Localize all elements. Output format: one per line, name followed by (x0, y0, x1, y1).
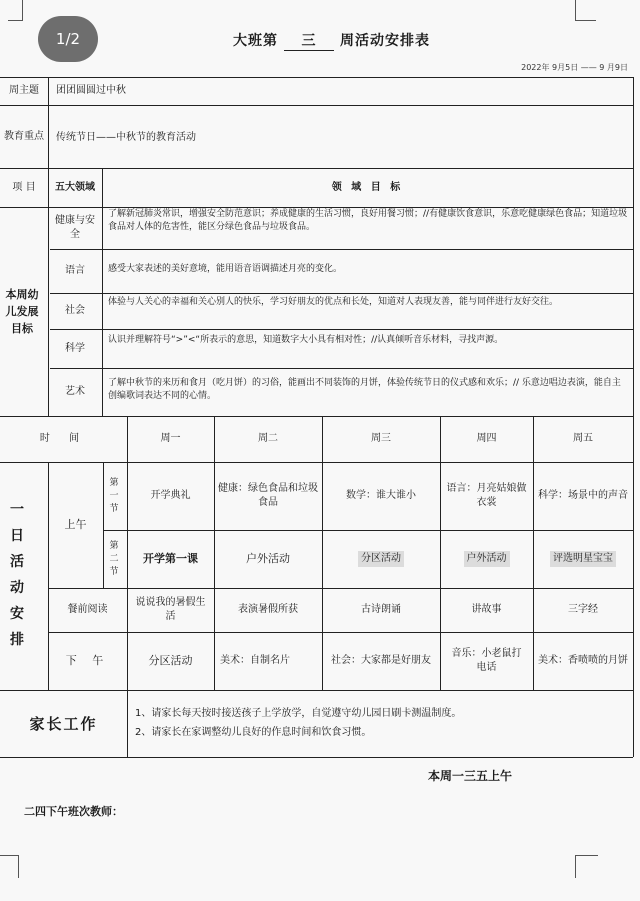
domain-goal-health: 了解新冠肺炎常识，增强安全防范意识；养成健康的生活习惯，良好用餐习惯；//有健康饮食意识，乐意吃健康绿色食品；知道垃圾食品对人体的危害性，能区分绿色食品与垃圾食品。 (108, 209, 628, 232)
five-domains-header: 五大领域 (55, 181, 95, 193)
afternoon-fri: 美术：香喷喷的月饼 (538, 655, 628, 666)
activity-wed-slot2-text: 分区活动 (358, 551, 404, 567)
day-header-fri: 周五 (573, 433, 593, 444)
time-header: 时 间 (39, 433, 88, 444)
activity-wed-slot2 (322, 530, 440, 588)
page-indicator-badge[interactable]: 1/2 (38, 16, 98, 62)
morning-label: 上午 (64, 518, 87, 531)
parent-work-line-1: 1、请家长每天按时接送孩子上学放学，自觉遵守幼儿园日刷卡测温制度。 (135, 708, 462, 719)
parent-work-label: 家长工作 (29, 714, 98, 733)
domain-goal-science: 认识并理解符号“>”<“所表示的意思，知道数字大小具有相对性；//认真倾听音乐材料，寻找声源。 (108, 335, 504, 345)
domain-name-language: 语言 (65, 265, 85, 276)
activity-tue-slot2: 户外活动 (246, 552, 290, 565)
domain-name-social: 社会 (65, 305, 85, 316)
corner-mark-top-left (8, 0, 23, 21)
domain-name-science: 科学 (65, 342, 85, 354)
date-range: 2022年 9月5日 —— 9 月9日 (521, 63, 628, 72)
activity-tue-slot1: 健康：绿色食品和垃圾食品 (218, 483, 318, 508)
slot-1-label: 第一节 (109, 477, 119, 514)
title-suffix: 周活动安排表 (340, 33, 430, 49)
domain-goal-social: 体验与人关心的幸福和关心别人的快乐，学习好朋友的优点和长处，知道对人表现友善，能与同伴进行友好交往。 (108, 297, 559, 307)
afternoon-thu: 音乐：小老鼠打电话 (451, 648, 522, 673)
item-label: 项 目 (12, 181, 36, 193)
reading-tue: 表演暑假所获 (238, 604, 298, 615)
corner-mark-bottom-right (575, 855, 598, 878)
footer-teacher: 二四下午班次教师： (24, 805, 123, 818)
activity-mon-slot1: 开学典礼 (150, 490, 191, 501)
afternoon-mon: 分区活动 (148, 654, 193, 667)
reading-wed: 古诗朗诵 (361, 604, 401, 615)
activity-fri-slot1: 科学：场景中的声音 (538, 490, 628, 501)
activity-thu-slot2 (440, 530, 533, 588)
week-number: 三 (284, 30, 334, 51)
reading-mon: 说说我的暑假生活 (135, 597, 206, 622)
activity-fri-slot2 (537, 530, 629, 588)
domain-goals-header: 领 域 目 标 (331, 181, 404, 193)
activity-thu-slot1: 语言：月亮姑娘做衣裳 (446, 483, 527, 508)
reading-label: 餐前阅读 (67, 604, 108, 615)
footer-note: 本周一三五上午 (428, 769, 513, 783)
daily-schedule-label: 一日活动安排 (10, 502, 24, 648)
day-header-tue: 周二 (258, 433, 278, 444)
reading-fri: 三字经 (568, 604, 598, 615)
day-header-thu: 周四 (476, 433, 497, 444)
afternoon-label: 下 午 (65, 654, 110, 667)
day-header-mon: 周一 (160, 433, 181, 444)
domain-name-health: 健康与安全 (55, 215, 95, 240)
corner-mark-top-right (575, 0, 596, 21)
document-title (233, 30, 430, 51)
focus-value: 传统节日——中秋节的教育活动 (56, 132, 196, 143)
afternoon-tue: 美术：自制名片 (220, 655, 290, 666)
slot-2-label: 第二节 (109, 540, 119, 577)
day-header-wed: 周三 (371, 433, 391, 444)
weekly-goals-label: 本周幼儿发展目标 (5, 288, 39, 335)
theme-value: 团团圆圆过中秋 (56, 85, 126, 96)
theme-label: 周主题 (9, 85, 39, 96)
activity-wed-slot1: 数学：谁大谁小 (346, 490, 416, 501)
activity-mon-slot2: 开学第一课 (143, 552, 198, 565)
domain-goal-language: 感受大家表述的美好意境，能用语音语调描述月亮的变化。 (108, 264, 343, 274)
corner-mark-bottom-left (0, 855, 19, 878)
domain-goal-art: 了解中秋节的来历和食月（吃月饼）的习俗，能画出不同装饰的月饼，体验传统节日的仪式感和欢乐；// 乐意边唱边表演，能自主创编歌词表达不同的心情。 (108, 378, 621, 401)
focus-label: 教育重点 (4, 131, 44, 142)
afternoon-wed: 社会：大家都是好朋友 (331, 655, 431, 666)
reading-thu: 讲故事 (471, 604, 502, 615)
activity-thu-slot2-text: 户外活动 (464, 551, 510, 567)
domain-name-art: 艺术 (65, 386, 85, 397)
activity-fri-slot2-text: 评选明星宝宝 (550, 551, 616, 567)
title-prefix: 大班第 (233, 33, 278, 49)
parent-work-line-2: 2、请家长在家调整幼儿良好的作息时间和饮食习惯。 (135, 727, 372, 738)
